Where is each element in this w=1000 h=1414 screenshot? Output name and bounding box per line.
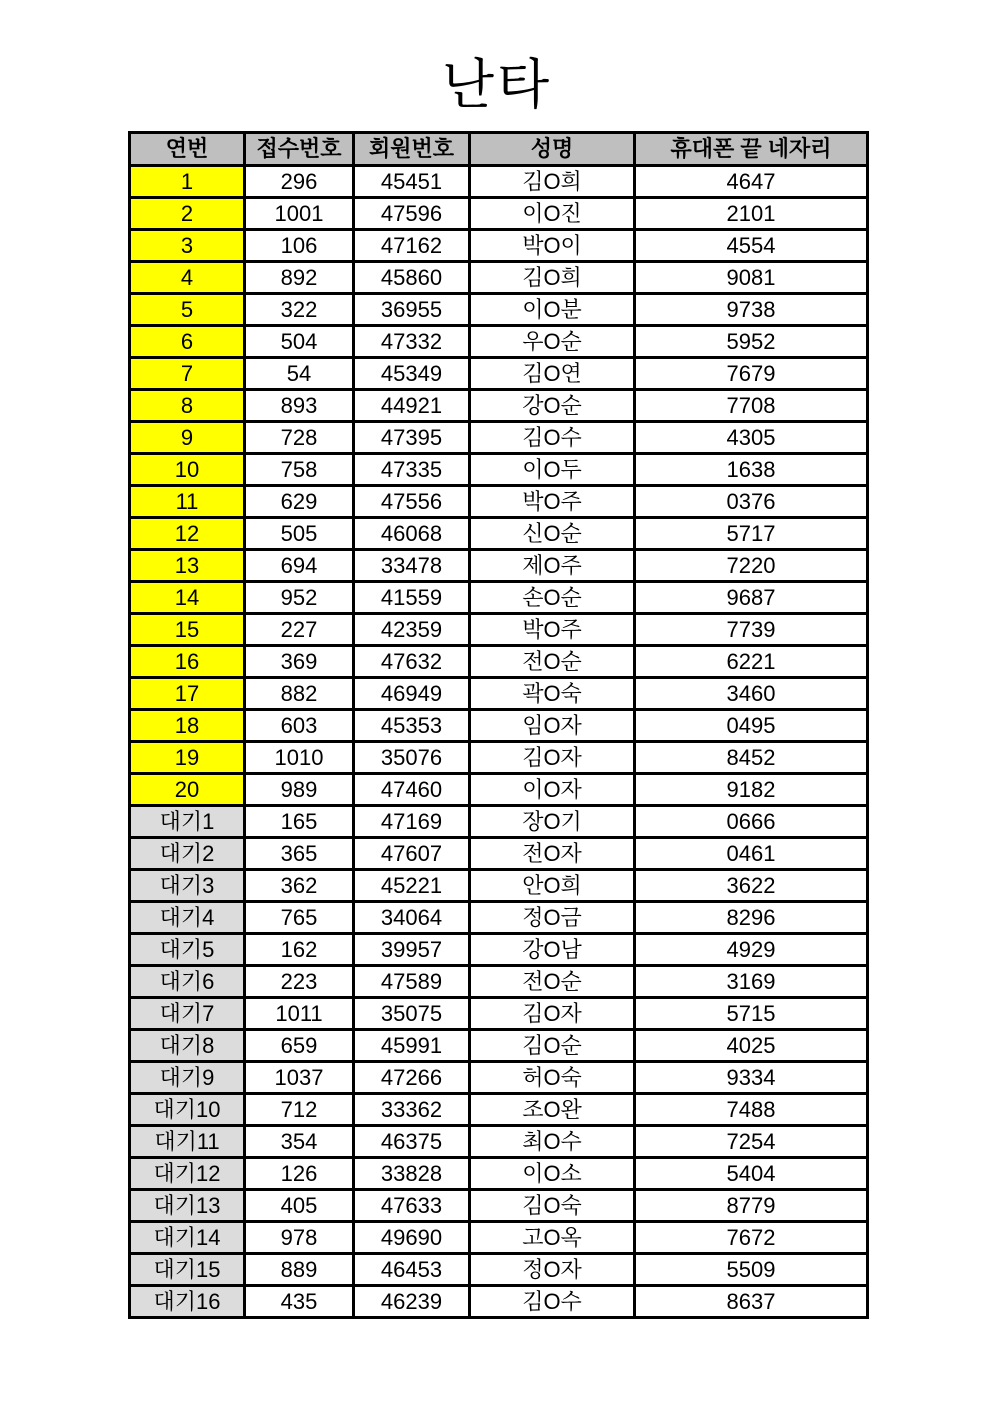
member-number-cell: 35076	[354, 742, 470, 774]
phone-last4-cell: 8637	[635, 1286, 868, 1318]
phone-last4-cell: 5509	[635, 1254, 868, 1286]
name-cell: 정O금	[470, 902, 635, 934]
member-number-cell: 46068	[354, 518, 470, 550]
serial-cell: 6	[130, 326, 245, 358]
serial-cell: 2	[130, 198, 245, 230]
serial-cell: 8	[130, 390, 245, 422]
serial-cell: 대기15	[130, 1254, 245, 1286]
serial-cell: 10	[130, 454, 245, 486]
phone-last4-cell: 3622	[635, 870, 868, 902]
receipt-number-cell: 322	[245, 294, 354, 326]
phone-last4-cell: 7708	[635, 390, 868, 422]
roster-table	[128, 131, 869, 1319]
phone-last4-cell: 5717	[635, 518, 868, 550]
receipt-number-cell: 712	[245, 1094, 354, 1126]
name-cell: 우O순	[470, 326, 635, 358]
phone-last4-cell: 7220	[635, 550, 868, 582]
table-row	[130, 1222, 868, 1254]
col-header-member: 회원번호	[354, 133, 470, 166]
name-cell: 김O연	[470, 358, 635, 390]
table-row	[130, 678, 868, 710]
receipt-number-cell: 405	[245, 1190, 354, 1222]
member-number-cell: 41559	[354, 582, 470, 614]
serial-cell: 대기6	[130, 966, 245, 998]
receipt-number-cell: 369	[245, 646, 354, 678]
member-number-cell: 33478	[354, 550, 470, 582]
table-row	[130, 646, 868, 678]
table-row	[130, 486, 868, 518]
name-cell: 제O주	[470, 550, 635, 582]
receipt-number-cell: 362	[245, 870, 354, 902]
phone-last4-cell: 7679	[635, 358, 868, 390]
table-row	[130, 838, 868, 870]
serial-cell: 9	[130, 422, 245, 454]
receipt-number-cell: 889	[245, 1254, 354, 1286]
member-number-cell: 47556	[354, 486, 470, 518]
name-cell: 김O수	[470, 1286, 635, 1318]
name-cell: 손O순	[470, 582, 635, 614]
member-number-cell: 46453	[354, 1254, 470, 1286]
phone-last4-cell: 7254	[635, 1126, 868, 1158]
table-row	[130, 742, 868, 774]
serial-cell: 12	[130, 518, 245, 550]
receipt-number-cell: 978	[245, 1222, 354, 1254]
phone-last4-cell: 1638	[635, 454, 868, 486]
name-cell: 강O남	[470, 934, 635, 966]
member-number-cell: 47169	[354, 806, 470, 838]
serial-cell: 대기14	[130, 1222, 245, 1254]
name-cell: 신O순	[470, 518, 635, 550]
table-row	[130, 774, 868, 806]
member-number-cell: 44921	[354, 390, 470, 422]
name-cell: 박O이	[470, 230, 635, 262]
name-cell: 전O자	[470, 838, 635, 870]
table-row	[130, 1190, 868, 1222]
receipt-number-cell: 882	[245, 678, 354, 710]
serial-cell: 대기16	[130, 1286, 245, 1318]
member-number-cell: 45860	[354, 262, 470, 294]
phone-last4-cell: 9334	[635, 1062, 868, 1094]
phone-last4-cell: 7739	[635, 614, 868, 646]
name-cell: 강O순	[470, 390, 635, 422]
phone-last4-cell: 2101	[635, 198, 868, 230]
serial-cell: 4	[130, 262, 245, 294]
serial-cell: 17	[130, 678, 245, 710]
serial-cell: 13	[130, 550, 245, 582]
name-cell: 고O옥	[470, 1222, 635, 1254]
member-number-cell: 47460	[354, 774, 470, 806]
serial-cell: 1	[130, 166, 245, 198]
phone-last4-cell: 9738	[635, 294, 868, 326]
member-number-cell: 47335	[354, 454, 470, 486]
name-cell: 김O순	[470, 1030, 635, 1062]
table-row	[130, 966, 868, 998]
name-cell: 안O희	[470, 870, 635, 902]
receipt-number-cell: 765	[245, 902, 354, 934]
receipt-number-cell: 354	[245, 1126, 354, 1158]
table-row	[130, 934, 868, 966]
name-cell: 조O완	[470, 1094, 635, 1126]
name-cell: 최O수	[470, 1126, 635, 1158]
table-row	[130, 710, 868, 742]
receipt-number-cell: 227	[245, 614, 354, 646]
serial-cell: 15	[130, 614, 245, 646]
member-number-cell: 47607	[354, 838, 470, 870]
col-header-serial: 연번	[130, 133, 245, 166]
table-row	[130, 870, 868, 902]
table-row	[130, 1062, 868, 1094]
receipt-number-cell: 758	[245, 454, 354, 486]
receipt-number-cell: 223	[245, 966, 354, 998]
member-number-cell: 45349	[354, 358, 470, 390]
phone-last4-cell: 5715	[635, 998, 868, 1030]
table-row	[130, 198, 868, 230]
serial-cell: 대기8	[130, 1030, 245, 1062]
receipt-number-cell: 694	[245, 550, 354, 582]
serial-cell: 대기5	[130, 934, 245, 966]
table-row	[130, 902, 868, 934]
receipt-number-cell: 728	[245, 422, 354, 454]
header-row	[130, 133, 868, 166]
serial-cell: 14	[130, 582, 245, 614]
serial-cell: 대기4	[130, 902, 245, 934]
table-row	[130, 806, 868, 838]
table-row	[130, 550, 868, 582]
receipt-number-cell: 603	[245, 710, 354, 742]
col-header-receipt: 접수번호	[245, 133, 354, 166]
member-number-cell: 47596	[354, 198, 470, 230]
table-row	[130, 1158, 868, 1190]
table-row	[130, 230, 868, 262]
phone-last4-cell: 0376	[635, 486, 868, 518]
col-header-phone: 휴대폰 끝 네자리	[635, 133, 868, 166]
serial-cell: 7	[130, 358, 245, 390]
table-row	[130, 518, 868, 550]
table-row	[130, 1286, 868, 1318]
receipt-number-cell: 892	[245, 262, 354, 294]
serial-cell: 대기11	[130, 1126, 245, 1158]
member-number-cell: 47632	[354, 646, 470, 678]
receipt-number-cell: 435	[245, 1286, 354, 1318]
name-cell: 전O순	[470, 646, 635, 678]
col-header-name: 성명	[470, 133, 635, 166]
serial-cell: 대기2	[130, 838, 245, 870]
receipt-number-cell: 1001	[245, 198, 354, 230]
phone-last4-cell: 4929	[635, 934, 868, 966]
table-row	[130, 1094, 868, 1126]
page-title: 난타	[441, 55, 553, 115]
serial-cell: 대기13	[130, 1190, 245, 1222]
serial-cell: 16	[130, 646, 245, 678]
table-row	[130, 582, 868, 614]
name-cell: 이O소	[470, 1158, 635, 1190]
phone-last4-cell: 0461	[635, 838, 868, 870]
serial-cell: 5	[130, 294, 245, 326]
table-row	[130, 1030, 868, 1062]
member-number-cell: 46949	[354, 678, 470, 710]
name-cell: 정O자	[470, 1254, 635, 1286]
phone-last4-cell: 0666	[635, 806, 868, 838]
name-cell: 김O숙	[470, 1190, 635, 1222]
phone-last4-cell: 4647	[635, 166, 868, 198]
table-row	[130, 390, 868, 422]
receipt-number-cell: 162	[245, 934, 354, 966]
receipt-number-cell: 989	[245, 774, 354, 806]
name-cell: 허O숙	[470, 1062, 635, 1094]
member-number-cell: 49690	[354, 1222, 470, 1254]
serial-cell: 19	[130, 742, 245, 774]
table-row	[130, 358, 868, 390]
name-cell: 장O기	[470, 806, 635, 838]
name-cell: 곽O숙	[470, 678, 635, 710]
member-number-cell: 47633	[354, 1190, 470, 1222]
table-row	[130, 614, 868, 646]
member-number-cell: 46375	[354, 1126, 470, 1158]
receipt-number-cell: 365	[245, 838, 354, 870]
table-row	[130, 454, 868, 486]
serial-cell: 11	[130, 486, 245, 518]
receipt-number-cell: 1037	[245, 1062, 354, 1094]
table-row	[130, 166, 868, 198]
name-cell: 김O희	[470, 262, 635, 294]
member-number-cell: 39957	[354, 934, 470, 966]
member-number-cell: 35075	[354, 998, 470, 1030]
name-cell: 박O주	[470, 614, 635, 646]
phone-last4-cell: 8452	[635, 742, 868, 774]
member-number-cell: 33828	[354, 1158, 470, 1190]
member-number-cell: 45451	[354, 166, 470, 198]
receipt-number-cell: 54	[245, 358, 354, 390]
member-number-cell: 45353	[354, 710, 470, 742]
name-cell: 김O자	[470, 742, 635, 774]
table-row	[130, 294, 868, 326]
receipt-number-cell: 106	[245, 230, 354, 262]
receipt-number-cell: 296	[245, 166, 354, 198]
name-cell: 김O자	[470, 998, 635, 1030]
table-row	[130, 262, 868, 294]
member-number-cell: 34064	[354, 902, 470, 934]
table-row	[130, 422, 868, 454]
phone-last4-cell: 9182	[635, 774, 868, 806]
phone-last4-cell: 4554	[635, 230, 868, 262]
receipt-number-cell: 629	[245, 486, 354, 518]
serial-cell: 20	[130, 774, 245, 806]
serial-cell: 대기7	[130, 998, 245, 1030]
member-number-cell: 47589	[354, 966, 470, 998]
name-cell: 이O진	[470, 198, 635, 230]
member-number-cell: 47266	[354, 1062, 470, 1094]
serial-cell: 대기10	[130, 1094, 245, 1126]
name-cell: 김O희	[470, 166, 635, 198]
name-cell: 이O두	[470, 454, 635, 486]
phone-last4-cell: 3169	[635, 966, 868, 998]
name-cell: 이O분	[470, 294, 635, 326]
table-row	[130, 1126, 868, 1158]
phone-last4-cell: 7672	[635, 1222, 868, 1254]
phone-last4-cell: 5952	[635, 326, 868, 358]
phone-last4-cell: 3460	[635, 678, 868, 710]
receipt-number-cell: 126	[245, 1158, 354, 1190]
phone-last4-cell: 9687	[635, 582, 868, 614]
receipt-number-cell: 505	[245, 518, 354, 550]
member-number-cell: 46239	[354, 1286, 470, 1318]
receipt-number-cell: 504	[245, 326, 354, 358]
serial-cell: 대기1	[130, 806, 245, 838]
phone-last4-cell: 7488	[635, 1094, 868, 1126]
table-row	[130, 998, 868, 1030]
table-row	[130, 326, 868, 358]
serial-cell: 18	[130, 710, 245, 742]
serial-cell: 대기9	[130, 1062, 245, 1094]
member-number-cell: 45221	[354, 870, 470, 902]
phone-last4-cell: 8296	[635, 902, 868, 934]
name-cell: 박O주	[470, 486, 635, 518]
receipt-number-cell: 659	[245, 1030, 354, 1062]
phone-last4-cell: 6221	[635, 646, 868, 678]
member-number-cell: 42359	[354, 614, 470, 646]
member-number-cell: 47332	[354, 326, 470, 358]
member-number-cell: 47395	[354, 422, 470, 454]
receipt-number-cell: 952	[245, 582, 354, 614]
name-cell: 김O수	[470, 422, 635, 454]
member-number-cell: 36955	[354, 294, 470, 326]
receipt-number-cell: 1011	[245, 998, 354, 1030]
table-row	[130, 1254, 868, 1286]
serial-cell: 대기12	[130, 1158, 245, 1190]
member-number-cell: 45991	[354, 1030, 470, 1062]
name-cell: 전O순	[470, 966, 635, 998]
serial-cell: 대기3	[130, 870, 245, 902]
serial-cell: 3	[130, 230, 245, 262]
name-cell: 이O자	[470, 774, 635, 806]
receipt-number-cell: 893	[245, 390, 354, 422]
phone-last4-cell: 8779	[635, 1190, 868, 1222]
receipt-number-cell: 165	[245, 806, 354, 838]
phone-last4-cell: 0495	[635, 710, 868, 742]
member-number-cell: 47162	[354, 230, 470, 262]
phone-last4-cell: 4305	[635, 422, 868, 454]
receipt-number-cell: 1010	[245, 742, 354, 774]
name-cell: 임O자	[470, 710, 635, 742]
member-number-cell: 33362	[354, 1094, 470, 1126]
phone-last4-cell: 9081	[635, 262, 868, 294]
phone-last4-cell: 5404	[635, 1158, 868, 1190]
phone-last4-cell: 4025	[635, 1030, 868, 1062]
